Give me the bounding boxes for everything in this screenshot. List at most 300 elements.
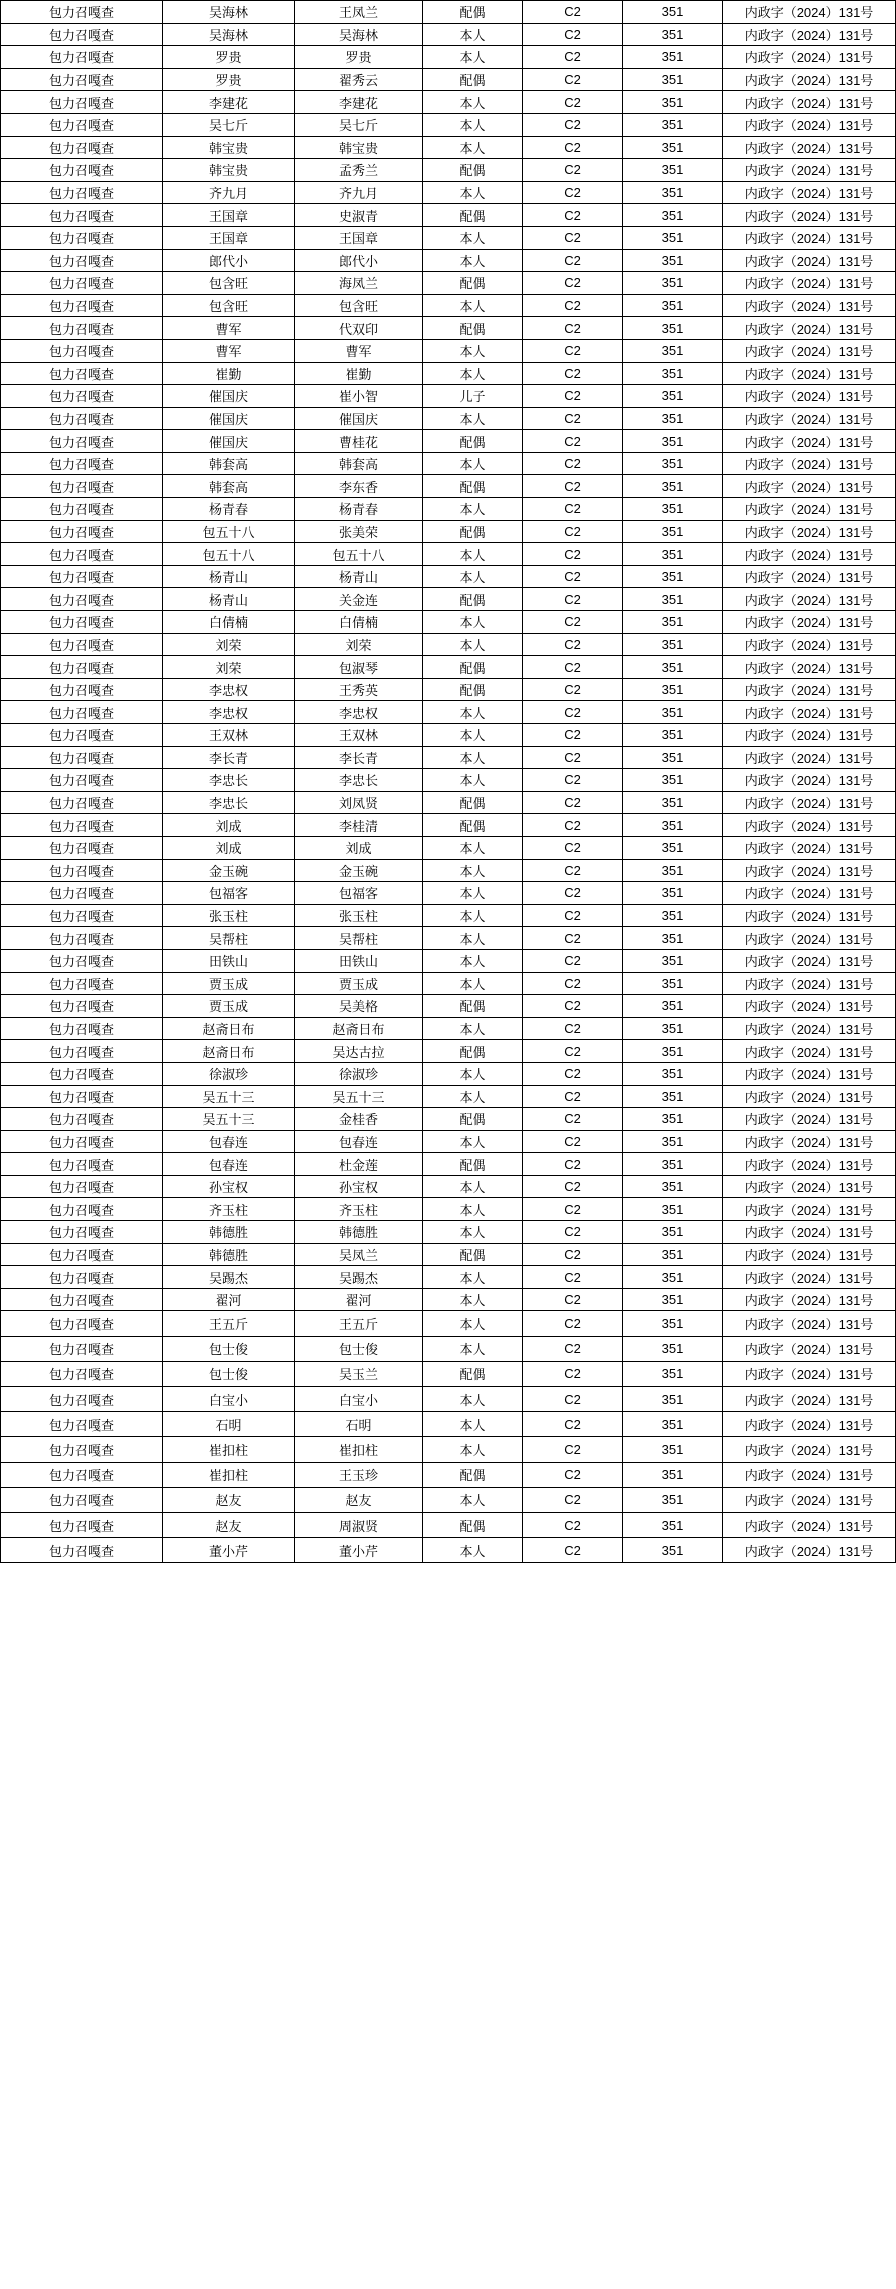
document-number-cell: 内政字（2024）131号 xyxy=(723,159,896,182)
license-class-cell: C2 xyxy=(523,882,623,905)
member-name-cell: 吴玉兰 xyxy=(295,1361,423,1386)
amount-cell: 351 xyxy=(623,791,723,814)
license-class-cell: C2 xyxy=(523,294,623,317)
table-row xyxy=(1,1361,896,1386)
amount-cell: 351 xyxy=(623,565,723,588)
relation-cell: 本人 xyxy=(423,633,523,656)
amount-cell: 351 xyxy=(623,520,723,543)
license-class-cell: C2 xyxy=(523,678,623,701)
table-row xyxy=(1,113,896,136)
village-cell: 包力召嘎查 xyxy=(1,1108,163,1131)
document-number-cell: 内政字（2024）131号 xyxy=(723,1153,896,1176)
village-cell: 包力召嘎查 xyxy=(1,836,163,859)
table-row xyxy=(1,1512,896,1537)
license-class-cell: C2 xyxy=(523,724,623,747)
village-cell: 包力召嘎查 xyxy=(1,882,163,905)
license-class-cell: C2 xyxy=(523,611,623,634)
village-cell: 包力召嘎查 xyxy=(1,543,163,566)
village-cell: 包力召嘎查 xyxy=(1,136,163,159)
relation-cell: 本人 xyxy=(423,769,523,792)
license-class-cell: C2 xyxy=(523,1387,623,1412)
relation-cell: 本人 xyxy=(423,1437,523,1462)
amount-cell: 351 xyxy=(623,272,723,295)
amount-cell: 351 xyxy=(623,1243,723,1266)
village-cell: 包力召嘎查 xyxy=(1,814,163,837)
village-cell: 包力召嘎查 xyxy=(1,1,163,24)
member-name-cell: 王双林 xyxy=(295,724,423,747)
license-class-cell: C2 xyxy=(523,814,623,837)
amount-cell: 351 xyxy=(623,1085,723,1108)
table-row xyxy=(1,520,896,543)
relation-cell: 本人 xyxy=(423,23,523,46)
license-class-cell: C2 xyxy=(523,226,623,249)
householder-cell: 王国章 xyxy=(163,226,295,249)
householder-cell: 赵友 xyxy=(163,1487,295,1512)
relation-cell: 本人 xyxy=(423,294,523,317)
village-cell: 包力召嘎查 xyxy=(1,904,163,927)
relation-cell: 配偶 xyxy=(423,995,523,1018)
license-class-cell: C2 xyxy=(523,791,623,814)
license-class-cell: C2 xyxy=(523,385,623,408)
table-row xyxy=(1,678,896,701)
village-cell: 包力召嘎查 xyxy=(1,249,163,272)
document-number-cell: 内政字（2024）131号 xyxy=(723,317,896,340)
table-row xyxy=(1,1198,896,1221)
householder-cell: 韩套高 xyxy=(163,452,295,475)
relation-cell: 本人 xyxy=(423,1487,523,1512)
village-cell: 包力召嘎查 xyxy=(1,113,163,136)
village-cell: 包力召嘎查 xyxy=(1,339,163,362)
license-class-cell: C2 xyxy=(523,1538,623,1563)
householder-cell: 吴海林 xyxy=(163,1,295,24)
document-number-cell: 内政字（2024）131号 xyxy=(723,1487,896,1512)
license-class-cell: C2 xyxy=(523,68,623,91)
document-number-cell: 内政字（2024）131号 xyxy=(723,1175,896,1198)
householder-cell: 曹军 xyxy=(163,339,295,362)
village-cell: 包力召嘎查 xyxy=(1,68,163,91)
member-name-cell: 吴五十三 xyxy=(295,1085,423,1108)
amount-cell: 351 xyxy=(623,1108,723,1131)
relation-cell: 配偶 xyxy=(423,317,523,340)
householder-cell: 韩宝贵 xyxy=(163,136,295,159)
member-name-cell: 齐九月 xyxy=(295,181,423,204)
table-row xyxy=(1,430,896,453)
amount-cell: 351 xyxy=(623,927,723,950)
table-row xyxy=(1,385,896,408)
document-number-cell: 内政字（2024）131号 xyxy=(723,1462,896,1487)
member-name-cell: 翟河 xyxy=(295,1288,423,1311)
license-class-cell: C2 xyxy=(523,949,623,972)
relation-cell: 配偶 xyxy=(423,1153,523,1176)
table-row xyxy=(1,611,896,634)
member-name-cell: 孟秀兰 xyxy=(295,159,423,182)
householder-cell: 杨青春 xyxy=(163,498,295,521)
householder-cell: 金玉碗 xyxy=(163,859,295,882)
document-number-cell: 内政字（2024）131号 xyxy=(723,362,896,385)
amount-cell: 351 xyxy=(623,814,723,837)
member-name-cell: 徐淑珍 xyxy=(295,1062,423,1085)
householder-cell: 赵友 xyxy=(163,1512,295,1537)
member-name-cell: 吴达古拉 xyxy=(295,1040,423,1063)
relation-cell: 本人 xyxy=(423,249,523,272)
village-cell: 包力召嘎查 xyxy=(1,46,163,69)
member-name-cell: 郎代小 xyxy=(295,249,423,272)
table-row xyxy=(1,927,896,950)
amount-cell: 351 xyxy=(623,452,723,475)
relation-cell: 本人 xyxy=(423,136,523,159)
village-cell: 包力召嘎查 xyxy=(1,1437,163,1462)
village-cell: 包力召嘎查 xyxy=(1,1412,163,1437)
householder-cell: 包含旺 xyxy=(163,294,295,317)
relation-cell: 本人 xyxy=(423,859,523,882)
document-number-cell: 内政字（2024）131号 xyxy=(723,1412,896,1437)
document-number-cell: 内政字（2024）131号 xyxy=(723,498,896,521)
document-number-cell: 内政字（2024）131号 xyxy=(723,633,896,656)
relation-cell: 本人 xyxy=(423,339,523,362)
document-number-cell: 内政字（2024）131号 xyxy=(723,656,896,679)
householder-cell: 孙宝权 xyxy=(163,1175,295,1198)
table-row xyxy=(1,317,896,340)
document-number-cell: 内政字（2024）131号 xyxy=(723,339,896,362)
table-row xyxy=(1,1336,896,1361)
amount-cell: 351 xyxy=(623,1017,723,1040)
householder-cell: 包士俊 xyxy=(163,1361,295,1386)
table-row xyxy=(1,656,896,679)
relation-cell: 本人 xyxy=(423,543,523,566)
village-cell: 包力召嘎查 xyxy=(1,226,163,249)
table-row xyxy=(1,701,896,724)
member-name-cell: 田铁山 xyxy=(295,949,423,972)
document-number-cell: 内政字（2024）131号 xyxy=(723,226,896,249)
license-class-cell: C2 xyxy=(523,656,623,679)
table-row xyxy=(1,181,896,204)
relation-cell: 本人 xyxy=(423,1266,523,1289)
village-cell: 包力召嘎查 xyxy=(1,452,163,475)
amount-cell: 351 xyxy=(623,1198,723,1221)
village-cell: 包力召嘎查 xyxy=(1,294,163,317)
table-row xyxy=(1,1243,896,1266)
relation-cell: 配偶 xyxy=(423,1,523,24)
householder-cell: 曹军 xyxy=(163,317,295,340)
document-number-cell: 内政字（2024）131号 xyxy=(723,1266,896,1289)
householder-cell: 包含旺 xyxy=(163,272,295,295)
license-class-cell: C2 xyxy=(523,475,623,498)
relation-cell: 本人 xyxy=(423,882,523,905)
householder-cell: 田铁山 xyxy=(163,949,295,972)
amount-cell: 351 xyxy=(623,1153,723,1176)
license-class-cell: C2 xyxy=(523,1288,623,1311)
relation-cell: 本人 xyxy=(423,611,523,634)
amount-cell: 351 xyxy=(623,701,723,724)
relation-cell: 本人 xyxy=(423,746,523,769)
table-row xyxy=(1,1130,896,1153)
householder-cell: 徐淑珍 xyxy=(163,1062,295,1085)
amount-cell: 351 xyxy=(623,113,723,136)
amount-cell: 351 xyxy=(623,498,723,521)
householder-cell: 催国庆 xyxy=(163,407,295,430)
village-cell: 包力召嘎查 xyxy=(1,1198,163,1221)
member-name-cell: 张美荣 xyxy=(295,520,423,543)
license-class-cell: C2 xyxy=(523,1062,623,1085)
relation-cell: 本人 xyxy=(423,1062,523,1085)
member-name-cell: 包五十八 xyxy=(295,543,423,566)
amount-cell: 351 xyxy=(623,23,723,46)
license-class-cell: C2 xyxy=(523,136,623,159)
table-row xyxy=(1,23,896,46)
householder-cell: 韩套高 xyxy=(163,475,295,498)
relation-cell: 配偶 xyxy=(423,204,523,227)
amount-cell: 351 xyxy=(623,633,723,656)
table-row xyxy=(1,1085,896,1108)
document-number-cell: 内政字（2024）131号 xyxy=(723,1017,896,1040)
householder-cell: 白倩楠 xyxy=(163,611,295,634)
table-row xyxy=(1,565,896,588)
table-row xyxy=(1,1153,896,1176)
village-cell: 包力召嘎查 xyxy=(1,1175,163,1198)
document-number-cell: 内政字（2024）131号 xyxy=(723,565,896,588)
license-class-cell: C2 xyxy=(523,272,623,295)
license-class-cell: C2 xyxy=(523,452,623,475)
license-class-cell: C2 xyxy=(523,1512,623,1537)
table-row xyxy=(1,407,896,430)
householder-cell: 李忠长 xyxy=(163,791,295,814)
license-class-cell: C2 xyxy=(523,339,623,362)
householder-cell: 翟河 xyxy=(163,1288,295,1311)
document-number-cell: 内政字（2024）131号 xyxy=(723,949,896,972)
table-row xyxy=(1,859,896,882)
document-number-cell: 内政字（2024）131号 xyxy=(723,1538,896,1563)
document-number-cell: 内政字（2024）131号 xyxy=(723,1311,896,1336)
relation-cell: 本人 xyxy=(423,1336,523,1361)
table-row xyxy=(1,475,896,498)
license-class-cell: C2 xyxy=(523,836,623,859)
amount-cell: 351 xyxy=(623,385,723,408)
table-row xyxy=(1,588,896,611)
member-name-cell: 王秀英 xyxy=(295,678,423,701)
license-class-cell: C2 xyxy=(523,1153,623,1176)
village-cell: 包力召嘎查 xyxy=(1,1221,163,1244)
table-row xyxy=(1,204,896,227)
relation-cell: 本人 xyxy=(423,1085,523,1108)
relation-cell: 配偶 xyxy=(423,1361,523,1386)
table-row xyxy=(1,159,896,182)
license-class-cell: C2 xyxy=(523,633,623,656)
amount-cell: 351 xyxy=(623,1062,723,1085)
member-name-cell: 王国章 xyxy=(295,226,423,249)
member-name-cell: 李东香 xyxy=(295,475,423,498)
village-cell: 包力召嘎查 xyxy=(1,317,163,340)
license-class-cell: C2 xyxy=(523,430,623,453)
table-row xyxy=(1,633,896,656)
householder-cell: 崔扣柱 xyxy=(163,1462,295,1487)
village-cell: 包力召嘎查 xyxy=(1,430,163,453)
amount-cell: 351 xyxy=(623,1311,723,1336)
document-number-cell: 内政字（2024）131号 xyxy=(723,1361,896,1386)
member-name-cell: 史淑青 xyxy=(295,204,423,227)
village-cell: 包力召嘎查 xyxy=(1,23,163,46)
license-class-cell: C2 xyxy=(523,859,623,882)
license-class-cell: C2 xyxy=(523,746,623,769)
relation-cell: 配偶 xyxy=(423,814,523,837)
relation-cell: 本人 xyxy=(423,1221,523,1244)
table-row xyxy=(1,1487,896,1512)
license-class-cell: C2 xyxy=(523,1412,623,1437)
relation-cell: 本人 xyxy=(423,46,523,69)
householder-cell: 齐九月 xyxy=(163,181,295,204)
document-number-cell: 内政字（2024）131号 xyxy=(723,791,896,814)
member-name-cell: 关金连 xyxy=(295,588,423,611)
member-name-cell: 王凤兰 xyxy=(295,1,423,24)
relation-cell: 本人 xyxy=(423,1311,523,1336)
table-row xyxy=(1,1288,896,1311)
table-row xyxy=(1,46,896,69)
document-number-cell: 内政字（2024）131号 xyxy=(723,249,896,272)
document-number-cell: 内政字（2024）131号 xyxy=(723,1387,896,1412)
relation-cell: 配偶 xyxy=(423,1243,523,1266)
amount-cell: 351 xyxy=(623,769,723,792)
license-class-cell: C2 xyxy=(523,1175,623,1198)
table-row xyxy=(1,882,896,905)
document-number-cell: 内政字（2024）131号 xyxy=(723,113,896,136)
license-class-cell: C2 xyxy=(523,317,623,340)
license-class-cell: C2 xyxy=(523,113,623,136)
amount-cell: 351 xyxy=(623,475,723,498)
document-number-cell: 内政字（2024）131号 xyxy=(723,1288,896,1311)
member-name-cell: 翟秀云 xyxy=(295,68,423,91)
relation-cell: 配偶 xyxy=(423,791,523,814)
document-number-cell: 内政字（2024）131号 xyxy=(723,1221,896,1244)
householder-cell: 王国章 xyxy=(163,204,295,227)
member-name-cell: 杨青山 xyxy=(295,565,423,588)
table-row xyxy=(1,1175,896,1198)
village-cell: 包力召嘎查 xyxy=(1,611,163,634)
table-row xyxy=(1,91,896,114)
relation-cell: 配偶 xyxy=(423,678,523,701)
member-name-cell: 崔小智 xyxy=(295,385,423,408)
license-class-cell: C2 xyxy=(523,701,623,724)
relation-cell: 本人 xyxy=(423,972,523,995)
amount-cell: 351 xyxy=(623,226,723,249)
member-name-cell: 张玉柱 xyxy=(295,904,423,927)
amount-cell: 351 xyxy=(623,746,723,769)
document-number-cell: 内政字（2024）131号 xyxy=(723,746,896,769)
member-name-cell: 吴凤兰 xyxy=(295,1243,423,1266)
amount-cell: 351 xyxy=(623,995,723,1018)
householder-cell: 贾玉成 xyxy=(163,972,295,995)
relation-cell: 配偶 xyxy=(423,656,523,679)
relation-cell: 本人 xyxy=(423,407,523,430)
householder-cell: 张玉柱 xyxy=(163,904,295,927)
village-cell: 包力召嘎查 xyxy=(1,91,163,114)
amount-cell: 351 xyxy=(623,1266,723,1289)
document-number-cell: 内政字（2024）131号 xyxy=(723,678,896,701)
amount-cell: 351 xyxy=(623,1538,723,1563)
document-number-cell: 内政字（2024）131号 xyxy=(723,294,896,317)
relation-cell: 本人 xyxy=(423,113,523,136)
village-cell: 包力召嘎查 xyxy=(1,385,163,408)
householder-cell: 吴踢杰 xyxy=(163,1266,295,1289)
document-number-cell: 内政字（2024）131号 xyxy=(723,836,896,859)
member-name-cell: 刘成 xyxy=(295,836,423,859)
document-number-cell: 内政字（2024）131号 xyxy=(723,23,896,46)
member-name-cell: 贾玉成 xyxy=(295,972,423,995)
member-name-cell: 赵友 xyxy=(295,1487,423,1512)
document-number-cell: 内政字（2024）131号 xyxy=(723,769,896,792)
member-name-cell: 代双印 xyxy=(295,317,423,340)
householder-cell: 催国庆 xyxy=(163,385,295,408)
householder-cell: 董小芹 xyxy=(163,1538,295,1563)
table-row xyxy=(1,904,896,927)
document-number-cell: 内政字（2024）131号 xyxy=(723,46,896,69)
relation-cell: 本人 xyxy=(423,927,523,950)
license-class-cell: C2 xyxy=(523,1,623,24)
householder-cell: 罗贵 xyxy=(163,68,295,91)
householder-cell: 赵斋日布 xyxy=(163,1017,295,1040)
table-row xyxy=(1,1,896,24)
license-class-cell: C2 xyxy=(523,1336,623,1361)
member-name-cell: 杨青春 xyxy=(295,498,423,521)
relation-cell: 本人 xyxy=(423,226,523,249)
member-name-cell: 包含旺 xyxy=(295,294,423,317)
table-row xyxy=(1,949,896,972)
amount-cell: 351 xyxy=(623,1040,723,1063)
relation-cell: 配偶 xyxy=(423,430,523,453)
village-cell: 包力召嘎查 xyxy=(1,1062,163,1085)
householder-cell: 杨青山 xyxy=(163,565,295,588)
member-name-cell: 韩宝贵 xyxy=(295,136,423,159)
amount-cell: 351 xyxy=(623,204,723,227)
table-row xyxy=(1,249,896,272)
amount-cell: 351 xyxy=(623,1462,723,1487)
document-number-cell: 内政字（2024）131号 xyxy=(723,1062,896,1085)
license-class-cell: C2 xyxy=(523,543,623,566)
householder-cell: 崔扣柱 xyxy=(163,1437,295,1462)
document-number-cell: 内政字（2024）131号 xyxy=(723,1085,896,1108)
householder-cell: 吴海林 xyxy=(163,23,295,46)
table-row xyxy=(1,272,896,295)
member-name-cell: 石明 xyxy=(295,1412,423,1437)
village-cell: 包力召嘎查 xyxy=(1,995,163,1018)
village-cell: 包力召嘎查 xyxy=(1,1130,163,1153)
village-cell: 包力召嘎查 xyxy=(1,1243,163,1266)
member-name-cell: 海凤兰 xyxy=(295,272,423,295)
member-name-cell: 刘荣 xyxy=(295,633,423,656)
table-row xyxy=(1,1462,896,1487)
document-number-cell: 内政字（2024）131号 xyxy=(723,385,896,408)
relation-cell: 配偶 xyxy=(423,475,523,498)
relation-cell: 配偶 xyxy=(423,588,523,611)
license-class-cell: C2 xyxy=(523,995,623,1018)
license-class-cell: C2 xyxy=(523,46,623,69)
relation-cell: 本人 xyxy=(423,1387,523,1412)
table-row xyxy=(1,814,896,837)
document-number-cell: 内政字（2024）131号 xyxy=(723,452,896,475)
table-row xyxy=(1,1108,896,1131)
householder-cell: 韩德胜 xyxy=(163,1243,295,1266)
village-cell: 包力召嘎查 xyxy=(1,362,163,385)
householder-cell: 郎代小 xyxy=(163,249,295,272)
table-row xyxy=(1,68,896,91)
member-name-cell: 金玉碗 xyxy=(295,859,423,882)
village-cell: 包力召嘎查 xyxy=(1,407,163,430)
document-number-cell: 内政字（2024）131号 xyxy=(723,1130,896,1153)
amount-cell: 351 xyxy=(623,1336,723,1361)
village-cell: 包力召嘎查 xyxy=(1,1266,163,1289)
license-class-cell: C2 xyxy=(523,91,623,114)
member-name-cell: 吴七斤 xyxy=(295,113,423,136)
village-cell: 包力召嘎查 xyxy=(1,724,163,747)
relation-cell: 本人 xyxy=(423,904,523,927)
